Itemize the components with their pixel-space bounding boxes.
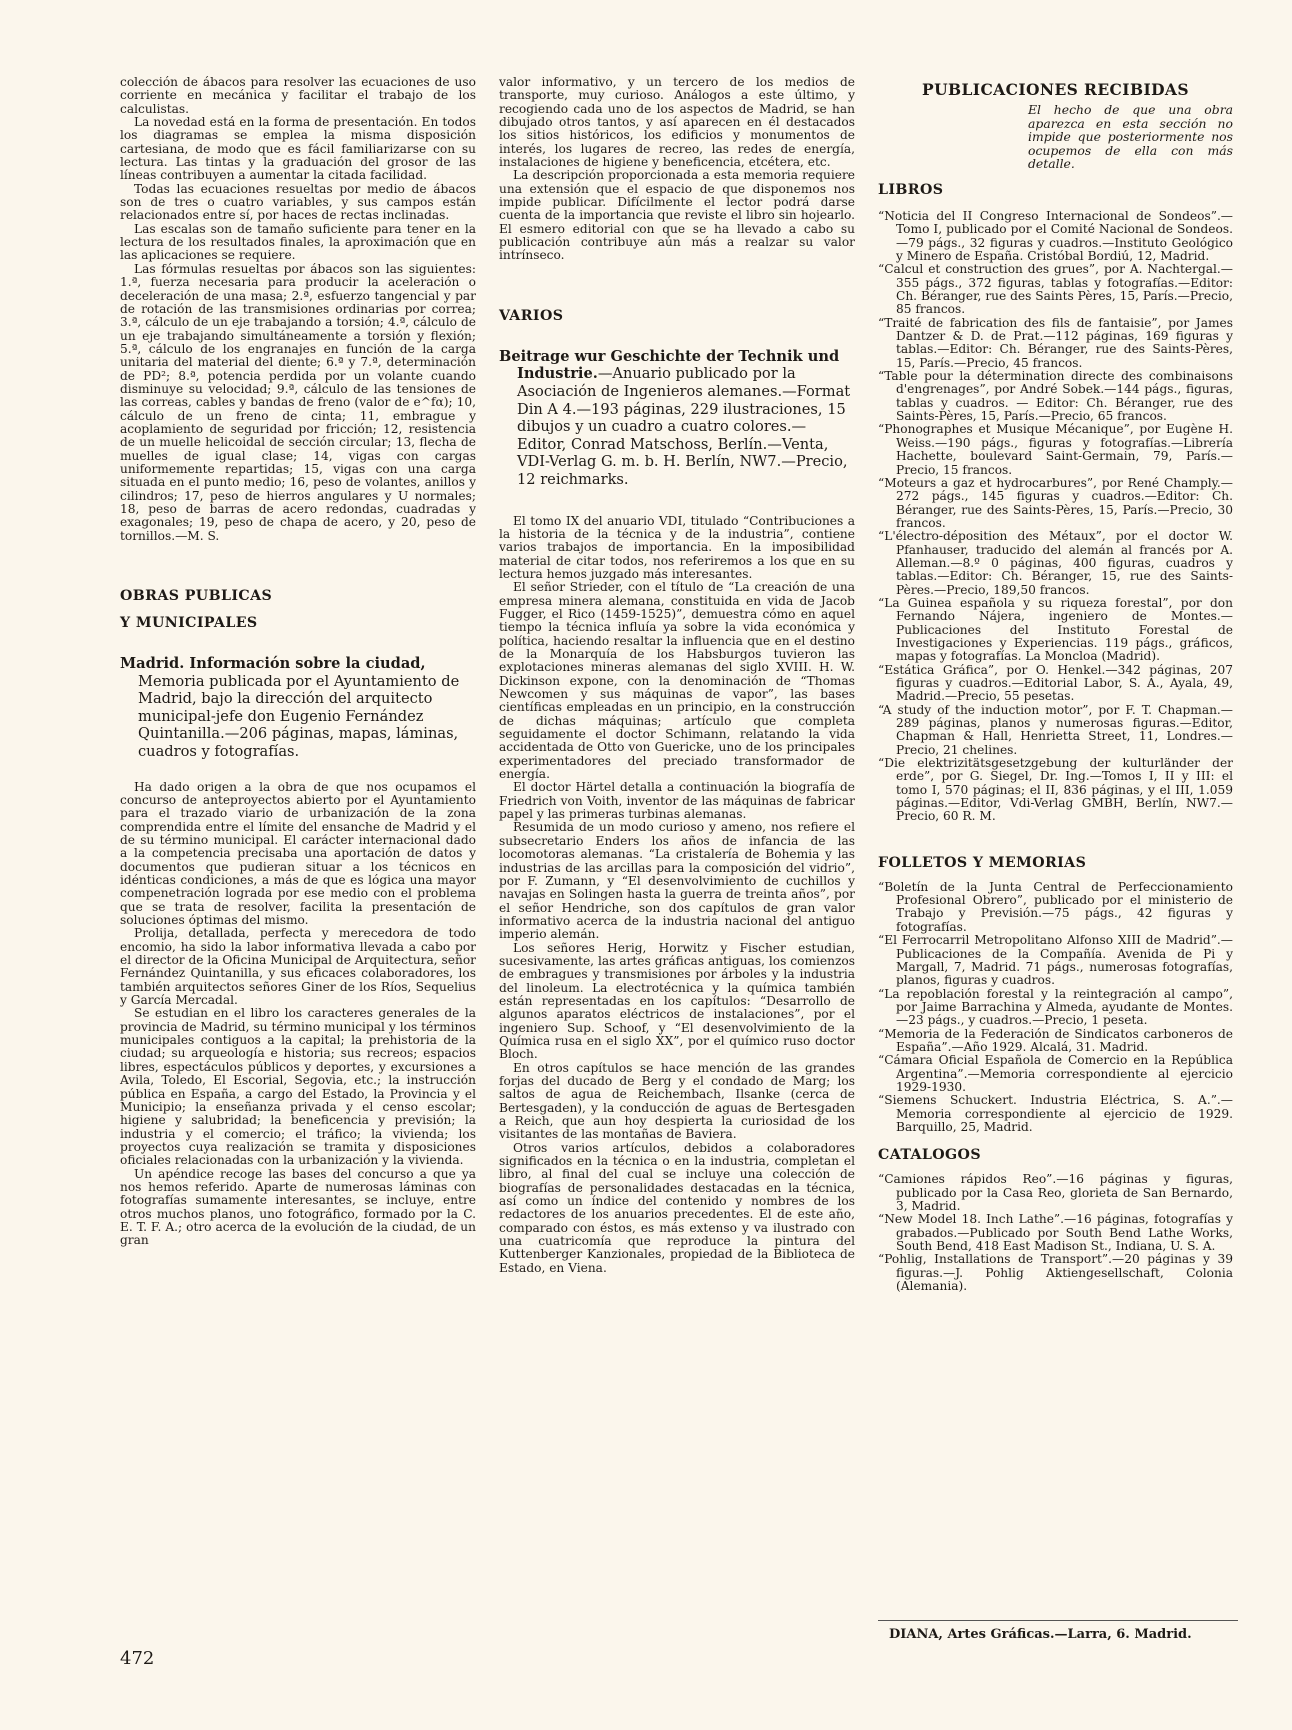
list-item: “Table pour la détermination directe des combinaisons d'engrenages”, por André Sobek.—144 págs., figuras, tablas y cuadros. — Editor: Ch. Béranger, rue des Saints-Pères, 15, París.—Precio, 65 francos. [878, 369, 1233, 424]
list-item: “Cámara Oficial Española de Comercio en la República Argentina”.—Memoria correspondiente al ejercicio 1929-1930. [878, 1053, 1233, 1094]
list-item: “Traité de fabrication des fils de fantaisie”, por James Dantzer & D. de Prat.—112 páginas, 169 figuras y tablas.—Editor: Ch. Béranger, rue des Saints-Pères, 15, París.—Precio, 45 francos. [878, 315, 1233, 370]
book-details: Memoria publicada por el Ayuntamiento de Madrid, bajo la dirección del arquitecto municipal-jefe don Eugenio Fernández Quintanilla.—206 páginas, mapas, láminas, cuadros y fotografías. [138, 672, 460, 760]
paragraph: El tomo IX del anuario VDI, titulado “Contribuciones a la historia de la técnica y de la industria”, contiene varios trabajos de importancia. En la imposibilidad material de citar todos, nos referiremos a los que en su lectura hemos juzgado más interesantes. [499, 513, 855, 581]
list-item: “Boletín de la Junta Central de Perfeccionamiento Profesional Obrero”, publicado por el ministerio de Trabajo y Previsión.—75 págs., 42 figuras y fotografías. [878, 879, 1233, 934]
folletos-list [878, 881, 1233, 1135]
list-item: “Moteurs a gaz et hydrocarbures”, por René Champly.—272 págs., 145 figuras y cuadros.—Editor: Ch. Béranger, rue des Saints-Pères, 15, París.—Precio, 30 francos. [878, 475, 1233, 530]
section-heading-folletos: FOLLETOS Y MEMORIAS [878, 854, 1087, 871]
paragraph: El doctor Härtel detalla a continuación la biografía de Friedrich von Voith, inventor de las máquinas de fabricar papel y las primeras turbinas alemanas. [499, 780, 855, 822]
list-item: “Die elektrizitätsgesetzgebung der kulturländer der erde”, por G. Siegel, Dr. Ing.—Tomos I, II y III: el tomo I, 570 páginas; el II, 836 páginas, y el III, 1.059 páginas.—Editor, Vdi-Verlag GMBH, Berlín, NW7.—Precio, 60 R. M. [878, 756, 1233, 824]
paragraph: Un apéndice recoge las bases del concurso a que ya nos hemos referido. Aparte de numerosas láminas con fotografías sumamente interesantes, se incluye, entre otros muchos planos, uno fotográfico, formado por la C. E. T. F. A.; otro acerca de la evolución de la ciudad, de un gran [120, 1166, 476, 1248]
editorial-note: El hecho de que una obra aparezca en esta sección no impide que posteriormente nos ocupemos de ella con más detalle. [1028, 102, 1233, 172]
section-heading-municipales: Y MUNICIPALES [120, 615, 258, 632]
paragraph: En otros capítulos se hace mención de las grandes forjas del ducado de Berg y el condado de Marg; los saltos de agua de Reichembach, Ilsanke (cerca de Bertesgaden), y la conducción de aguas de Bertesgaden a Reich, que aun hoy despierta la curiosidad de los visitantes de las montañas de Baviera. [499, 1060, 855, 1142]
list-item: “Memoria de la Federación de Sindicatos carboneros de España”.—Año 1929. Alcalá, 31. Madrid. [878, 1026, 1233, 1054]
paragraph: Las fórmulas resueltas por ábacos son las siguientes: 1.ª, fuerza necesaria para producir la aceleración o deceleración de una masa; 2.ª, esfuerzo tangencial y par de rotación de las transmisiones ordinarias por correa; 3.ª, cálculo de un eje trabajando a torsión; 4.ª, cálculo de un eje trabajando simultáneamente a torsión y flexión; 5.ª, cálculo de los engranajes en función de la carga unitaria del material del diente; 6.ª y 7.ª, determinación de PD²; 8.ª, potencia perdida por un volante cuando disminuye su velocidad; 9.ª, cálculo de las tensiones de las correas, cables y bandas de freno (valor de e^fα); 10, cálculo de un freno de cinta; 11, embrague y acoplamiento de seguridad por fricción; 12, resistencia de un muelle helicoidal de sección circular; 13, flecha de muelles de igual clase; 14, vigas con cargas uniformemente repartidas; 15, vigas con una carga situada en el punto medio; 16, peso de volantes, anillos y cilindros; 17, peso de hierros angulares y U normales; 18, peso de barras de acero redondas, cuadradas y exagonales; 19, peso de chapa de acero, y 20, peso de tornillos.—M. S. [120, 261, 476, 543]
list-item: “La Guinea española y su riqueza forestal”, por don Fernando Nájera, ingeniero de Montes.—Publicaciones del Instituto Forestal de Investigaciones y Experiencias. 119 págs., gráficos, mapas y fotografías. La Moncloa (Madrid). [878, 595, 1233, 664]
list-item: “Estática Gráfica”, por O. Henkel.—342 páginas, 207 figuras y cuadros.—Editorial Labor, S. A., Ayala, 49, Madrid.—Precio, 55 pesetas. [878, 662, 1233, 704]
section-heading-obras: OBRAS PUBLICAS [120, 588, 273, 605]
book-title: Madrid. Información sobre la ciudad, [120, 655, 426, 673]
section-heading-libros: LIBROS [878, 181, 944, 198]
list-item: “Camiones rápidos Reo”.—16 páginas y figuras, publicado por la Casa Reo, glorieta de San Bernardo, 3, Madrid. [878, 1172, 1233, 1213]
paragraph: colección de ábacos para resolver las ecuaciones de uso corriente en mecánica y facilitar el trabajo de los calculistas. [120, 75, 476, 116]
paragraph: Ha dado origen a la obra de que nos ocupamos el concurso de anteproyectos abierto por el Ayuntamiento para el trazado viario de urbanización de la zona comprendida entre el límite del ensanche de Madrid y el de su término municipal. El carácter internacional dado a la competencia precisaba una aportación de datos y documentos que pudieran situar a los técnicos en idénticas condiciones, a más de que es lógica una mayor compenetración lograda por ese medio con el problema que se trata de resolver, facilita la presentación de soluciones óptimas del mismo. [120, 779, 476, 928]
list-item: “La repoblación forestal y la reintegración al campo”, por Jaime Barrachina y Almeda, ayudante de Montes.—23 págs., y cuadros.—Precio, 1 peseta. [878, 986, 1233, 1028]
page-number: 472 [120, 1648, 155, 1669]
paragraph: La descripción proporcionada a esta memoria requiere una extensión que el espacio de que disponemos nos impide publicar. Difícilmente el lector podrá darse cuenta de la importancia que reviste el libro sin hojearlo. El esmero editorial con que se ha llevado a cabo su publicación contribuye aún más a realzar su valor intrínseco. [499, 168, 855, 263]
section-heading-catalogos: CATALOGOS [878, 1147, 981, 1164]
printer-imprint: DIANA, Artes Gráficas.—Larra, 6. Madrid. [889, 1627, 1192, 1642]
paragraph: El señor Strieder, con el título de “La creación de una empresa minera alemana, constituida en vida de Jacob Fugger, el Rico (1459-1525)”, demuestra cómo en aquel tiempo la técnica influía ya sobre la vida económica y política, haciendo resaltar la influencia que en el destino de la Monarquía de los Habsburgos tuvieron las explotaciones mineras alemanas del siglo XVIII. H. W. Dickinson expone, con la denominación de “Thomas Newcomen y sus máquinas de vapor”, las bases científicas empleadas en un principio, en la construcción de dichas máquinas; artículo que completa seguidamente el doctor Schimann, relatando la vida accidentada de Otto von Guericke, uno de los principales experimentadores del preciado transformador de energía. [499, 580, 855, 782]
list-item: “Phonographes et Musique Mécanique”, por Eugène H. Weiss.—190 págs., figuras y fotografías.—Librería Hachette, boulevard Saint-Germain, 79, París.—Precio, 15 francos. [878, 422, 1233, 477]
column-1 [120, 76, 476, 1248]
book-entry-madrid [120, 655, 476, 761]
catalogos-list [878, 1173, 1233, 1293]
paragraph: Otros varios artículos, debidos a colaboradores significados en la técnica o en la industria, completan el libro, al final del cual se incluye una colección de biografías de personalidades destacadas en la técnica, así como un índice del contenido y nombres de los redactores de los anuarios precedentes. El de este año, comparado con éstos, es más extenso y va ilustrado con una cuatricomía que reproduce la pintura del Kuttenberger Kanzionales, propiedad de la Biblioteca de Estado, en Viena. [499, 1140, 855, 1275]
book-details: —Anuario publicado por la Asociación de Ingenieros alemanes.—Format Din A 4.—193 páginas, 229 ilustraciones, 15 dibujos y un cuadro a cuatro colores.—Editor, Conrad Matschoss, Berlín.—Venta, VDI-Verlag G. m. b. H. Berlín, NW7.—Precio, 12 reichmarks. [517, 365, 851, 488]
column-3 [878, 76, 1233, 1293]
paragraph: Todas las ecuaciones resueltas por medio de ábacos son de tres o cuatro variables, y sus campos están relacionados entre sí, por haces de rectas inclinadas. [120, 181, 476, 223]
section-heading-varios: VARIOS [499, 307, 564, 324]
paragraph: La novedad está en la forma de presentación. En todos los diagramas se emplea la misma disposición cartesiana, de modo que es fácil familiarizarse con su lectura. Las tintas y la graduación del grosor de las líneas contribuyen a aumentar la citada facilidad. [120, 115, 476, 183]
paragraph: Resumida de un modo curioso y ameno, nos refiere el subsecretario Enders los años de infancia de las locomotoras alemanas. “La cristalería de Bohemia y las industrias de las arcillas para la composición del vidrio”, por F. Zumann, y “El desenvolvimiento de cuchillos y navajas en Solingen hasta la guerra de treinta años”, por el señor Hendriche, son dos capítulos de gran valor informativo acerca de la industria nacional del antiguo imperio alemán. [499, 820, 855, 942]
paragraph: Prolija, detallada, perfecta y merecedora de todo encomio, ha sido la labor informativa llevada a cabo por el director de la Oficina Municipal de Arquitectura, señor Fernández Quintanilla, y sus eficaces colaboradores, los también arquitectos señores Giner de los Ríos, Sequelius y García Mercadal. [120, 926, 476, 1008]
column-2 [499, 76, 855, 1275]
paragraph: Las escalas son de tamaño suficiente para tener en la lectura de los resultados finales, la aproximación que en las aplicaciones se requiere. [120, 221, 476, 263]
list-item: “El Ferrocarril Metropolitano Alfonso XIII de Madrid”.—Publicaciones de la Compañía. Avenida de Pi y Margall, 7, Madrid. 71 págs., numerosas fotografías, planos, figuras y cuadros. [878, 933, 1233, 988]
page-section-title: PUBLICACIONES RECIBIDAS [922, 80, 1189, 99]
paragraph: Se estudian en el libro los caracteres generales de la provincia de Madrid, su término municipal y los términos municipales contiguos a la capital; la prehistoria de la ciudad; su arqueología e historia; sus recreos; espacios libres, espectáculos públicos y deportes, y excursiones a Avila, Toledo, El Escorial, Segovia, etc.; la instrucción pública en España, a cargo del Estado, la Provincia y el Municipio; la enseñanza privada y el censo escolar; higiene y salubridad; la beneficencia y previsión; la industria y el comercio; el tráfico; la vivienda; los proyectos cuya realización se tramita y disposiciones oficiales relacionadas con la urbanización y la vivienda. [120, 1006, 476, 1168]
list-item: “A study of the induction motor”, por F. T. Chapman.—289 páginas, planos y numerosas figuras.—Editor, Chapman & Hall, Henrietta Street, 11, Londres.—Precio, 21 chelines. [878, 702, 1233, 757]
book-entry-vdi [499, 348, 855, 489]
libros-list [878, 210, 1233, 824]
list-item: “Calcul et construction des grues”, por A. Nachtergal.—355 págs., 372 figuras, tablas y fotografías.—Editor: Ch. Béranger, rue des Saints Pères, 15, París.—Precio, 85 francos. [878, 262, 1233, 317]
list-item: “Noticia del II Congreso Internacional de Sondeos”.—Tomo I, publicado por el Comité Nacional de Sondeos.—79 págs., 32 figuras y cuadros.—Instituto Geológico y Minero de España. Cristóbal Bordiú, 12, Madrid. [878, 208, 1233, 263]
paragraph: valor informativo, y un tercero de los medios de transporte, muy curioso. Análogos a este último, y recogiendo cada uno de los aspectos de Madrid, se han dibujado otros tantos, y así aparecen en él destacados los sitios históricos, los edificios y monumentos de interés, los lugares de recreo, las redes de energía, instalaciones de higiene y beneficencia, etcétera, etc. [499, 75, 855, 170]
paragraph: Los señores Herig, Horwitz y Fischer estudian, sucesivamente, las artes gráficas antiguas, los comienzos de embragues y transmisiones por árboles y la industria del linoleum. La electrotécnica y la química también están representadas en los capítulos: “Desarrollo de algunos aparatos eléctricos de instalaciones”, por el ingeniero Sup. Schoof, y “El desenvolvimiento de la Química rusa en el siglo XX”, por el químico ruso doctor Bloch. [499, 940, 855, 1062]
list-item: “Pohlig, Installations de Transport”.—20 páginas y 39 figuras.—J. Pohlig Aktiengesellschaft, Colonia (Alemania). [878, 1252, 1233, 1294]
footer-divider [878, 1620, 1238, 1621]
list-item: “New Model 18. Inch Lathe”.—16 páginas, fotografías y grabados.—Publicado por South Bend Lathe Works, South Bend, 418 East Madison St., Indiana, U. S. A. [878, 1212, 1233, 1254]
book-title: Beitrage wur Geschichte der Technik und Industrie. [499, 347, 840, 383]
list-item: “Siemens Schuckert. Industria Eléctrica, S. A.”.—Memoria correspondiente al ejercicio de 1929. Barquillo, 25, Madrid. [878, 1093, 1233, 1134]
list-item: “L'électro-déposition des Métaux”, por el doctor W. Pfanhauser, traducido del alemán al francés por A. Alleman.—8.º 0 páginas, 400 figuras, cuadros y tablas.—Editor: Ch. Béranger, 15, rue des Saints-Pères.—Precio, 189,50 francos. [878, 529, 1233, 597]
